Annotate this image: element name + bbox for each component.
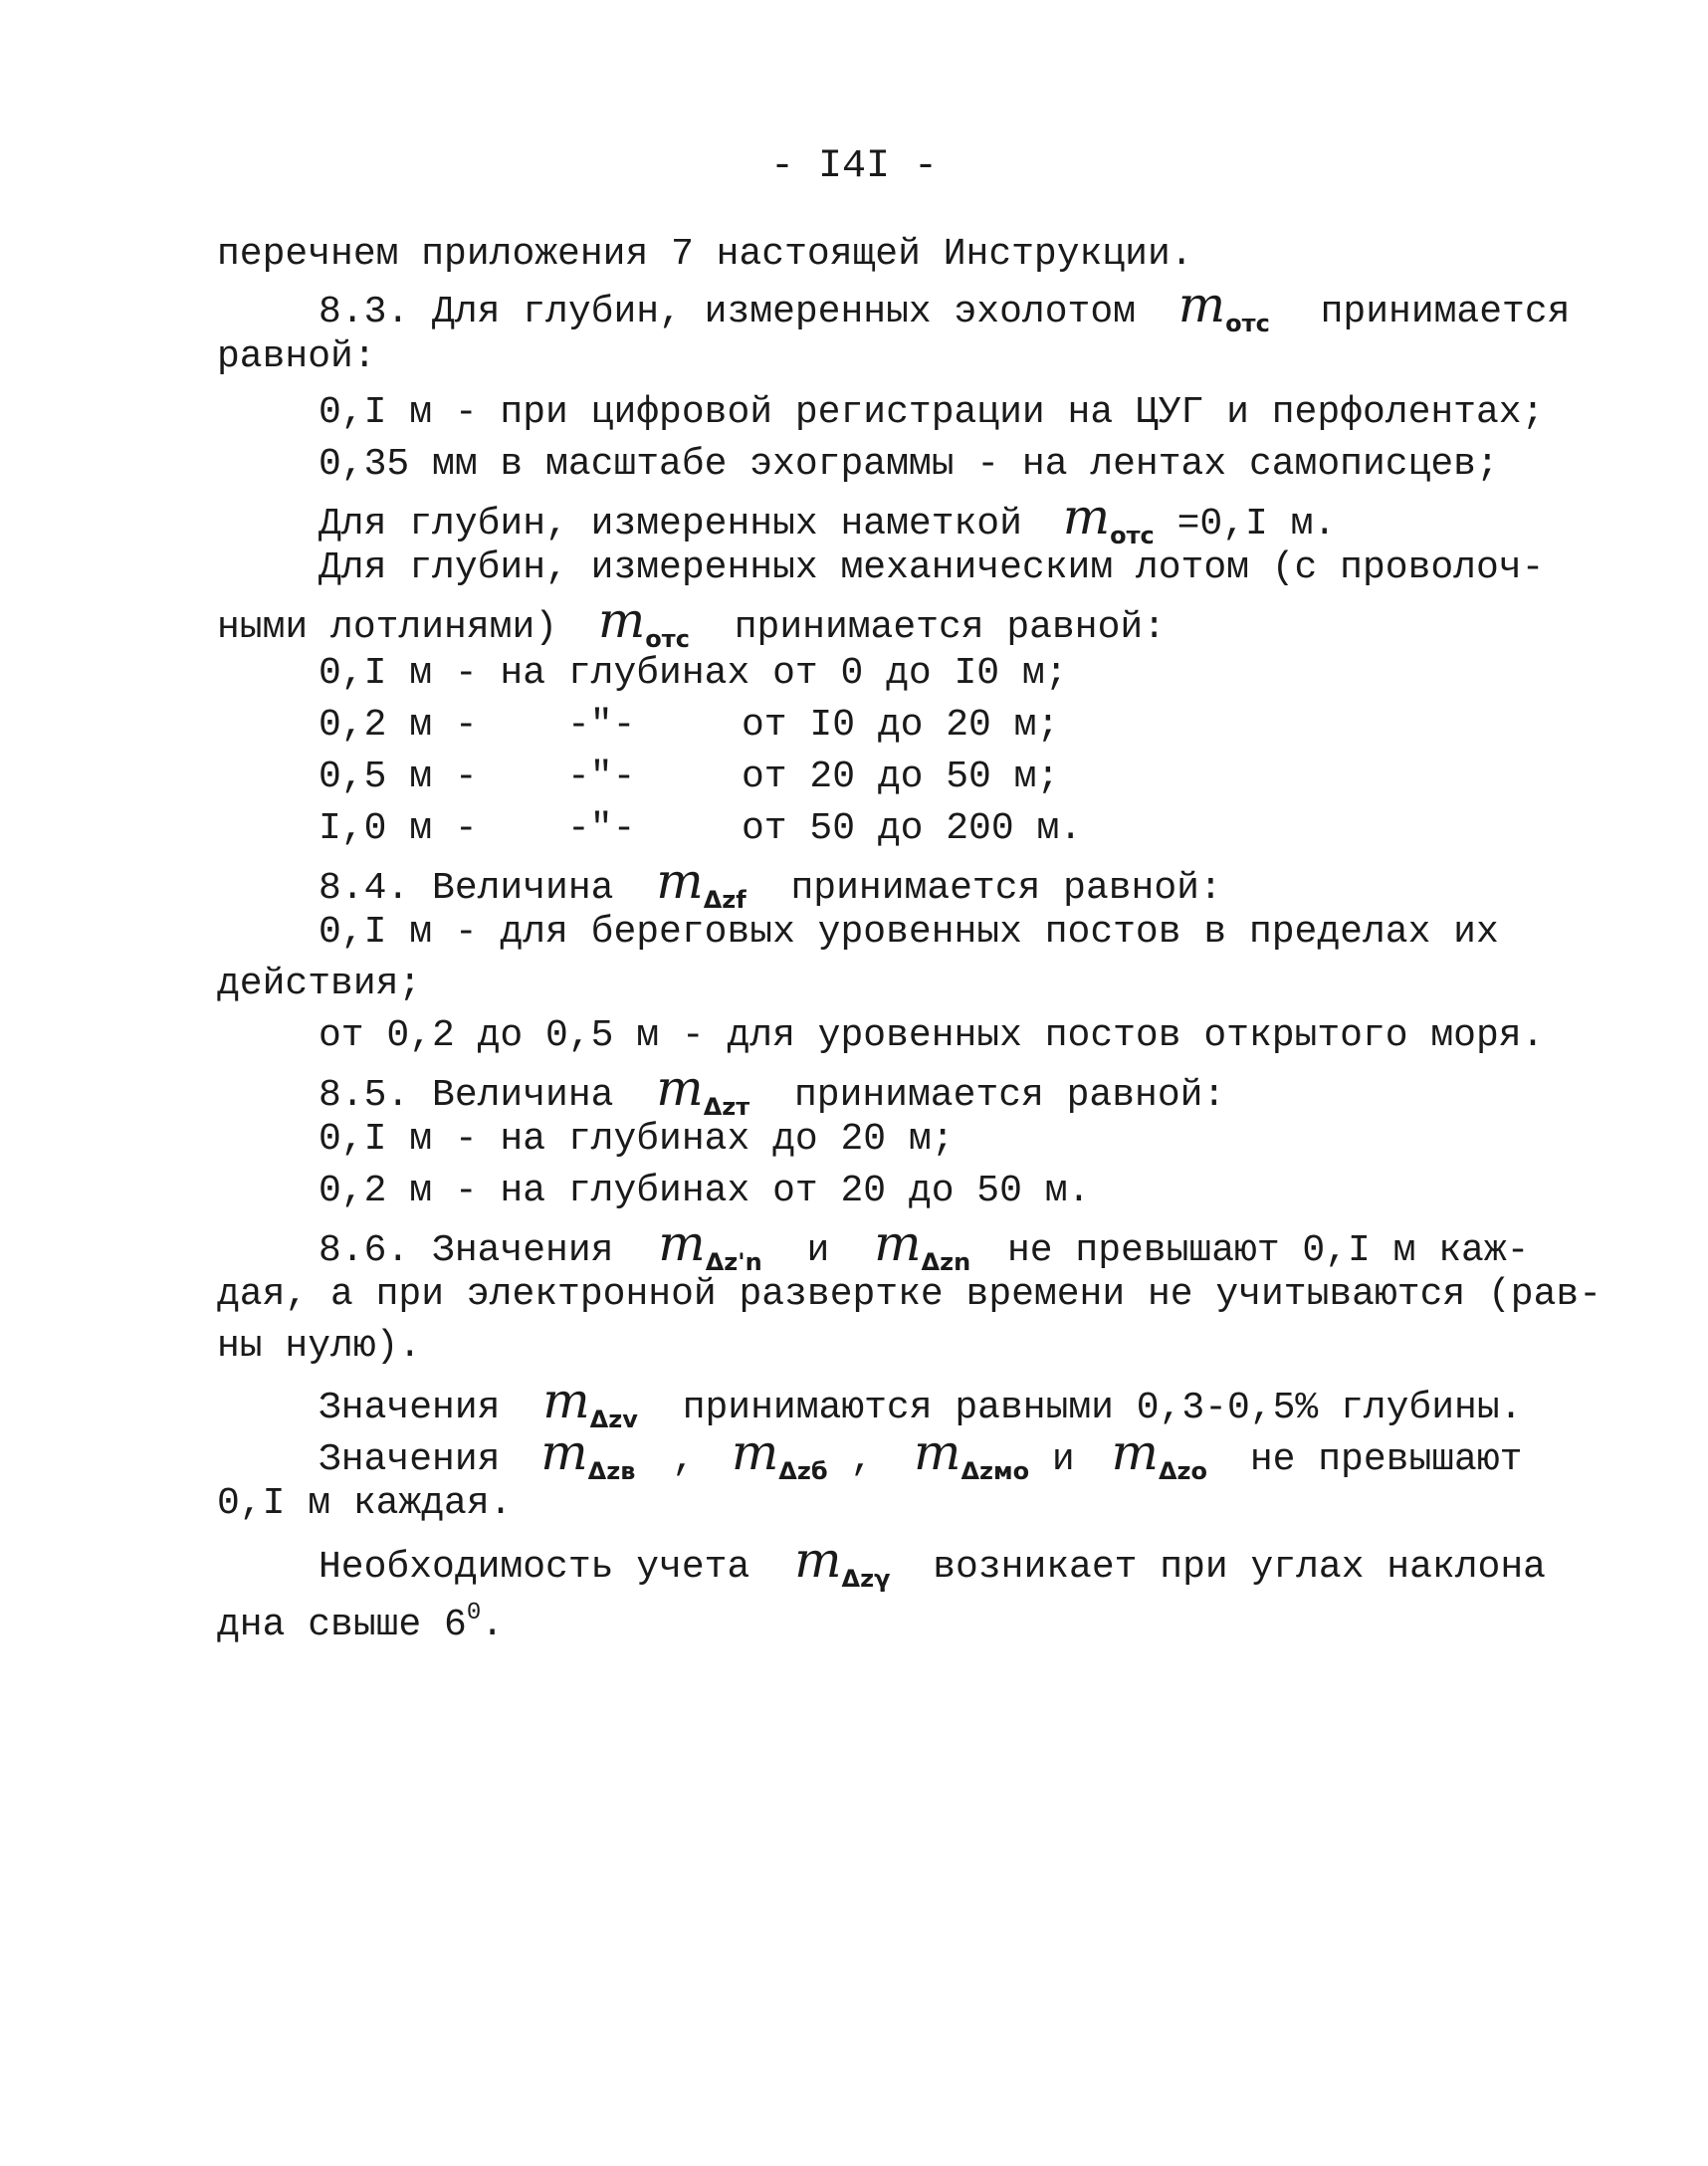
math-m: m [1062, 488, 1111, 545]
text-segment: принимается равной: [734, 606, 1167, 649]
text-line: равной: [217, 335, 376, 378]
math-m-dz-n-prime [658, 1214, 762, 1276]
math-delta-z: Δz [703, 1093, 737, 1121]
text-segment: ными лотлинями) [217, 606, 558, 649]
text-line: 0,I м - для береговых уровенных постов в пределах их [319, 911, 1499, 954]
math-delta-z: Δz [961, 1457, 993, 1485]
ditto-cell: -"- [567, 704, 636, 747]
math-m-dz-b [731, 1423, 828, 1485]
math-index: в [620, 1457, 636, 1485]
text-segment: 8.5. Величина [319, 1074, 614, 1117]
math-subscript: отс [1110, 522, 1155, 549]
math-index: f [736, 886, 747, 914]
text-segment: =0,I м. [1176, 503, 1337, 545]
text-segment: 8.6. Значения [319, 1229, 614, 1272]
text-segment: не превышают 0,I м каж- [1006, 1229, 1530, 1272]
text-segment: Для глубин, измеренных наметкой [319, 503, 1022, 545]
math-m-dz-o [1111, 1423, 1207, 1485]
math-index: n [954, 1248, 971, 1276]
math-m-dz-mo [914, 1423, 1030, 1485]
math-index: мо [992, 1457, 1030, 1485]
range-cell: от 50 до 200 м. [742, 807, 1083, 850]
math-index: о [1190, 1457, 1207, 1485]
table-row [319, 806, 1115, 852]
math-index: γ [874, 1565, 891, 1593]
text-segment: Необходимость учета [319, 1546, 750, 1589]
text-segment: . [481, 1604, 505, 1646]
range-cell: от I0 до 20 м; [742, 704, 1060, 747]
math-m: m [540, 1423, 588, 1481]
math-m-dz-gamma [794, 1531, 891, 1593]
math-m: m [1111, 1423, 1159, 1481]
range-cell: от 20 до 50 м; [742, 756, 1060, 798]
math-subscript: отс [645, 625, 690, 653]
math-delta-z: Δz' [705, 1248, 746, 1276]
text-segment: 8.3. Для глубин, измеренных эхолотом [319, 291, 1136, 333]
text-segment: 8.4. Величина [319, 867, 614, 910]
page-number: - I4I - [769, 144, 939, 189]
text-line: Для глубин, измеренных механическим лотом (с проволоч- [319, 546, 1545, 589]
text-line: 0,35 мм в масштабе эхограммы - на лентах самописцев; [319, 443, 1499, 486]
math-delta-z: Δz [841, 1565, 875, 1593]
math-m: m [542, 1372, 590, 1429]
text-segment: принимается равной: [790, 867, 1222, 910]
text-line: перечнем приложения 7 настоящей Инструкции. [217, 233, 1193, 276]
text-line: 0,I м - на глубинах до 20 м; [319, 1118, 955, 1161]
ditto-cell: -"- [567, 756, 636, 798]
text-segment: дна свыше 6 [217, 1604, 467, 1646]
math-m: m [656, 1059, 704, 1117]
math-index: б [810, 1457, 828, 1485]
math-delta-z: Δz [1158, 1457, 1191, 1485]
math-delta-z: Δz [921, 1248, 955, 1276]
text-segment: Значения [319, 1387, 501, 1429]
math-index: т [736, 1093, 750, 1121]
text-segment: принимаются равными 0,3-0,5% глубины. [682, 1387, 1523, 1429]
text-line: 0,I м каждая. [217, 1482, 513, 1525]
math-subscript [961, 1457, 1029, 1485]
text-segment: и [806, 1229, 830, 1272]
degree-superscript: 0 [466, 1600, 482, 1626]
text-segment: возникает при углах наклона [933, 1546, 1546, 1589]
math-delta-z: Δz [703, 886, 737, 914]
table-row [319, 755, 1115, 800]
math-m-otc [1062, 488, 1155, 549]
math-delta-z: Δz [589, 1406, 623, 1433]
math-delta-z: Δz [587, 1457, 621, 1485]
math-m-dz-v-small [540, 1423, 636, 1485]
math-subscript [778, 1457, 827, 1485]
value-cell: I,0 м - [319, 807, 478, 850]
text-line: дая, а при электронной развертке времени не учитываются (рав- [217, 1273, 1602, 1316]
math-subscript [842, 1565, 891, 1593]
text-segment: , [672, 1438, 696, 1481]
text-segment: принимается [1320, 291, 1571, 333]
text-segment: и [1051, 1438, 1075, 1481]
math-m: m [874, 1214, 922, 1272]
text-line [319, 276, 1571, 346]
math-subscript [588, 1457, 636, 1485]
text-line: 0,I м - при цифровой регистрации на ЦУГ и перфолентах; [319, 391, 1545, 434]
math-m: m [794, 1531, 842, 1589]
math-index: n [745, 1248, 762, 1276]
text-line [217, 1591, 504, 1648]
value-cell: 0,5 м - [319, 756, 478, 798]
math-m: m [731, 1423, 779, 1481]
math-m: m [1177, 276, 1226, 333]
value-cell: 0,2 м - [319, 704, 478, 747]
text-segment: принимается равной: [793, 1074, 1226, 1117]
math-m-otc [1177, 276, 1270, 337]
math-delta-z: Δz [778, 1457, 811, 1485]
text-line: от 0,2 до 0,5 м - для уровенных постов открытого моря. [319, 1014, 1545, 1057]
ditto-cell: -"- [567, 807, 636, 850]
math-index: v [622, 1406, 638, 1433]
text-segment: Значения [319, 1438, 501, 1481]
text-line: действия; [217, 963, 422, 1005]
math-subscript: отс [1225, 310, 1270, 337]
math-subscript [1159, 1457, 1207, 1485]
math-m-dz-t [656, 1059, 750, 1121]
math-m-dz-f [656, 852, 747, 914]
math-m-dz-v [542, 1372, 638, 1433]
math-m: m [914, 1423, 961, 1481]
math-m-dz-n [874, 1214, 971, 1276]
math-m-otc [597, 591, 690, 653]
math-m: m [597, 591, 646, 649]
text-segment: , [850, 1438, 874, 1481]
math-m: m [656, 852, 704, 910]
table-row [319, 703, 1115, 749]
math-m: m [658, 1214, 706, 1272]
text-line: 0,2 м - на глубинах от 20 до 50 м. [319, 1170, 1091, 1212]
text-line: ны нулю). [217, 1325, 422, 1368]
text-line: 0,I м - на глубинах от 0 до I0 м; [319, 652, 1068, 695]
text-segment: не превышают [1249, 1438, 1523, 1481]
